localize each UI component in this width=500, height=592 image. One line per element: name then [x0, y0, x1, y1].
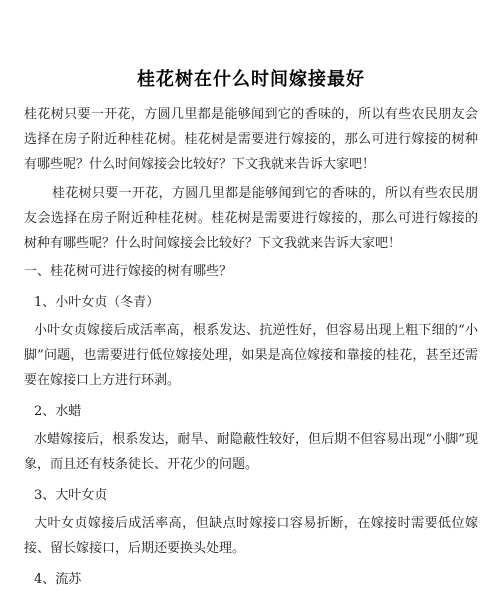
item-heading-2: 2、水蜡: [34, 404, 82, 419]
item-body-3: 大叶女贞嫁接后成活率高，但缺点时嫁接口容易折断，在嫁接时需要低位嫁接、留长嫁接口，后期还要换头处理。: [24, 516, 478, 556]
page-title: 桂花树在什么时间嫁接最好: [137, 69, 365, 90]
intro-paragraph-repeat: 桂花树只要一开花，方圆几里都是能够闻到它的香味的，所以有些农民朋友会选择在房子附近种桂花树。桂花树是需要进行嫁接的，那么可进行嫁接的树种有哪些呢？什么时间嫁接会比较好？下文我就来告诉大家吧！: [24, 186, 478, 251]
intro-paragraph: 桂花树只要一开花，方圆几里都是能够闻到它的香味的，所以有些农民朋友会选择在房子附近种桂花树。桂花树是需要进行嫁接的，那么可进行嫁接的树种有哪些呢？什么时间嫁接会比较好？下文我就来告诉大家吧！: [24, 107, 478, 172]
item-heading-4: 4、流苏: [34, 572, 82, 587]
item-heading-3: 3、大叶女贞: [34, 488, 108, 503]
item-heading-1: 1、小叶女贞（冬青）: [34, 295, 160, 310]
item-body-1: 小叶女贞嫁接后成活率高，根系发达、抗逆性好，但容易出现上粗下细的“小脚”问题，也需要进行低位嫁接处理，如果是高位嫁接和靠接的桂花，甚至还需要在嫁接口上方进行环剥。: [24, 323, 478, 388]
item-body-2: 水蜡嫁接后，根系发达，耐旱、耐隐蔽性较好，但后期不但容易出现“小脚”现象，而且还有枝条徒长、开花少的问题。: [24, 432, 478, 472]
section-heading: 一、桂花树可进行嫁接的树有哪些？: [24, 264, 233, 279]
